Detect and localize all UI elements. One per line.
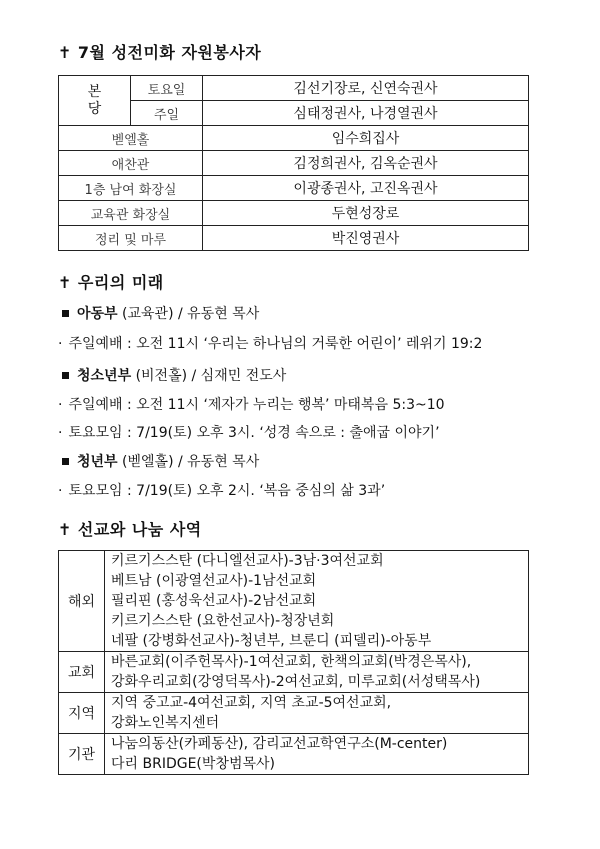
dot-bullet-icon: · [58, 425, 63, 441]
names-cell: 이광종권사, 고진옥권사 [203, 176, 529, 201]
list-item: 키르기스스탄 (다니엘선교사)-3남·3여선교회 [111, 553, 384, 569]
list-item: 다리 BRIDGE(박창범목사) [111, 756, 275, 772]
list-item: 키르기스스탄 (요한선교사)-청장년회 [111, 613, 335, 629]
group-heading: 청소년부 (비전홀) / 심재민 전도사 [58, 365, 286, 385]
square-bullet-icon [62, 372, 69, 379]
place-cell: 애찬관 [59, 151, 203, 176]
table-row [59, 126, 529, 151]
dot-bullet-icon: · [58, 397, 63, 413]
cross-icon: ✝ [58, 273, 72, 292]
square-bullet-icon [62, 458, 69, 465]
cross-icon: ✝ [58, 43, 72, 62]
list-item: 네팔 (강병화선교사)-청년부, 브룬디 (피델리)-아동부 [111, 633, 432, 649]
names-cell: 심태정권사, 나경열권사 [203, 101, 529, 126]
group-heading: 아동부 (교육관) / 유동현 목사 [58, 303, 259, 323]
names-cell: 임수희집사 [203, 126, 529, 151]
list-item: 필리핀 (홍성욱선교사)-2남선교회 [111, 593, 317, 609]
place-cell: 정리 및 마루 [59, 226, 203, 251]
day-cell: 토요일 [131, 76, 203, 101]
list-item: 지역 중고교-4여선교회, 지역 초교-5여선교회, [111, 695, 392, 711]
category-cell: 기관 [59, 734, 105, 775]
table-row [59, 734, 529, 775]
group-heading: 청년부 (벧엘홀) / 유동현 목사 [58, 451, 259, 471]
table-row [59, 693, 529, 734]
place-cell: 1층 남여 화장실 [59, 176, 203, 201]
mission-table [58, 550, 529, 775]
main-hall-label: 본 당 [59, 76, 131, 126]
table-row [59, 76, 529, 101]
items-cell [105, 652, 529, 693]
volunteers-table [58, 75, 529, 251]
items-cell [105, 734, 529, 775]
category-cell: 해외 [59, 551, 105, 652]
dot-bullet-icon: · [58, 483, 63, 499]
table-row [59, 151, 529, 176]
volunteers-title: ✝ 7월 성전미화 자원봉사자 [58, 43, 262, 62]
day-cell: 주일 [131, 101, 203, 126]
schedule-line: · 주일예배 : 오전 11시 ‘우리는 하나님의 거룩한 어린이’ 레위기 19:2 [58, 336, 483, 352]
schedule-line: · 주일예배 : 오전 11시 ‘제자가 누리는 행복’ 마태복음 5:3~10 [58, 397, 445, 413]
category-cell: 교회 [59, 652, 105, 693]
list-item: 베트남 (이광열선교사)-1남선교회 [111, 573, 317, 589]
list-item: 바른교회(이주헌목사)-1여선교회, 한책의교회(박경은목사), [111, 654, 472, 670]
place-cell: 교육관 화장실 [59, 201, 203, 226]
cross-icon: ✝ [58, 520, 72, 539]
place-cell: 벧엘홀 [59, 126, 203, 151]
table-row [59, 551, 529, 652]
list-item: 강화우리교회(강영덕목사)-2여선교회, 미루교회(서성택목사) [111, 674, 481, 690]
dot-bullet-icon: · [58, 336, 63, 352]
table-row [59, 176, 529, 201]
names-cell: 김정희권사, 김옥순권사 [203, 151, 529, 176]
mission-title: ✝ 선교와 나눔 사역 [58, 520, 202, 539]
schedule-line: · 토요모임 : 7/19(토) 오후 2시. ‘복음 중심의 삶 3과’ [58, 483, 386, 499]
square-bullet-icon [62, 310, 69, 317]
names-cell: 김선기장로, 신연숙권사 [203, 76, 529, 101]
table-row [59, 201, 529, 226]
list-item: 나눔의동산(카페동산), 감리교선교학연구소(M-center) [111, 736, 448, 752]
list-item: 강화노인복지센터 [111, 715, 220, 731]
items-cell [105, 693, 529, 734]
category-cell: 지역 [59, 693, 105, 734]
names-cell: 박진영권사 [203, 226, 529, 251]
names-cell: 두현성장로 [203, 201, 529, 226]
table-row [59, 226, 529, 251]
items-cell [105, 551, 529, 652]
schedule-line: · 토요모임 : 7/19(토) 오후 3시. ‘성경 속으로 : 출애굽 이야기’ [58, 425, 440, 441]
future-title: ✝ 우리의 미래 [58, 273, 164, 292]
table-row [59, 652, 529, 693]
